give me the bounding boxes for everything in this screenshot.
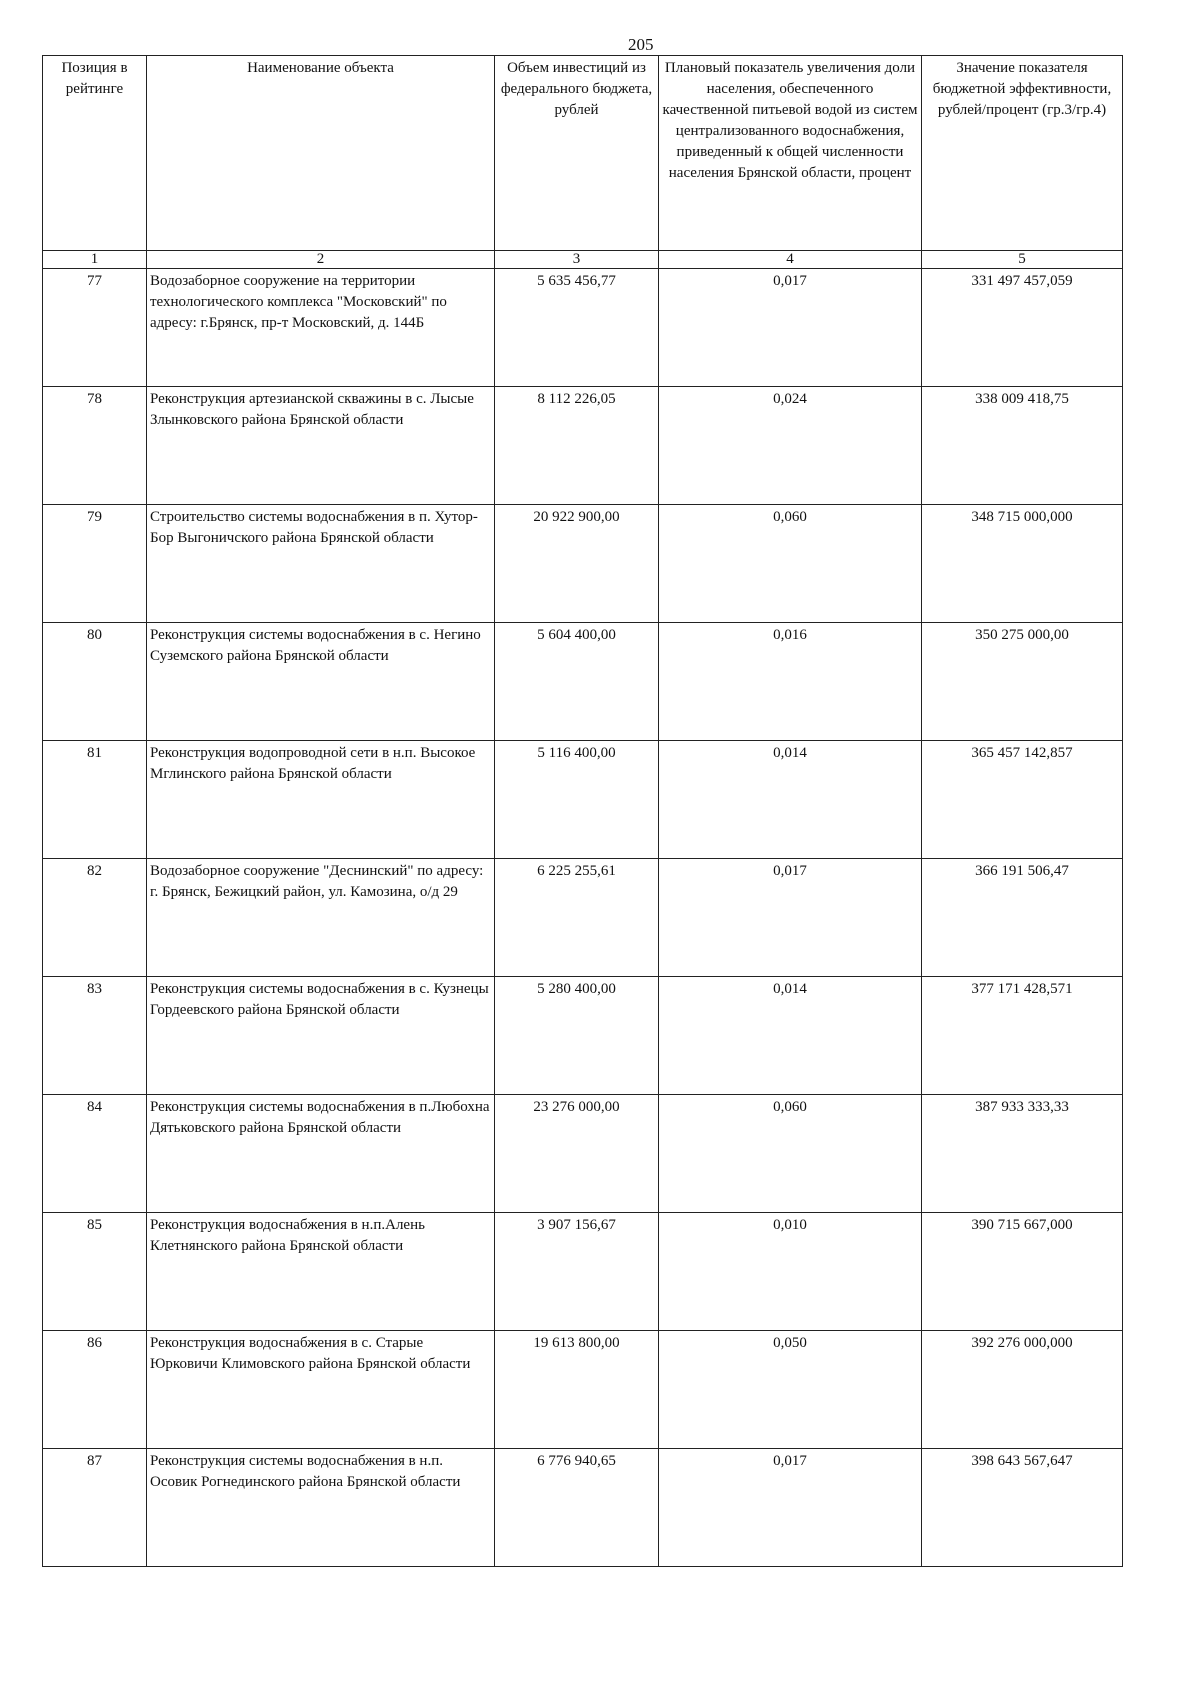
- row-object-name: Реконструкция водоснабжения в н.п.Алень Клетнянского района Брянской области: [147, 1213, 495, 1331]
- row-object-name: Реконструкция системы водоснабжения в с. Негино Суземского района Брянской области: [147, 623, 495, 741]
- column-number: 1: [43, 251, 147, 269]
- row-indicator: 0,050: [659, 1331, 922, 1449]
- table-row: [43, 1449, 1123, 1567]
- row-indicator: 0,014: [659, 741, 922, 859]
- row-indicator: 0,060: [659, 505, 922, 623]
- row-object-name: Реконструкция артезианской скважины в с. Лысые Злынковского района Брянской области: [147, 387, 495, 505]
- table-row: [43, 505, 1123, 623]
- table-row: [43, 1095, 1123, 1213]
- row-position: 81: [43, 741, 147, 859]
- row-investment: 5 604 400,00: [495, 623, 659, 741]
- row-efficiency: 398 643 567,647: [922, 1449, 1123, 1567]
- row-position: 83: [43, 977, 147, 1095]
- row-investment: 20 922 900,00: [495, 505, 659, 623]
- column-number: 2: [147, 251, 495, 269]
- row-object-name: Водозаборное сооружение на территории технологического комплекса "Московский" по адресу: г.Брянск, пр-т Московский, д. 144Б: [147, 269, 495, 387]
- row-object-name: Реконструкция водоснабжения в с. Старые Юрковичи Климовского района Брянской области: [147, 1331, 495, 1449]
- row-efficiency: 350 275 000,00: [922, 623, 1123, 741]
- row-efficiency: 365 457 142,857: [922, 741, 1123, 859]
- row-indicator: 0,014: [659, 977, 922, 1095]
- column-number: 5: [922, 251, 1123, 269]
- row-investment: 5 280 400,00: [495, 977, 659, 1095]
- table-row: [43, 387, 1123, 505]
- row-object-name: Реконструкция системы водоснабжения в н.п. Осовик Рогнединского района Брянской области: [147, 1449, 495, 1567]
- row-position: 78: [43, 387, 147, 505]
- row-indicator: 0,017: [659, 859, 922, 977]
- table-row: [43, 741, 1123, 859]
- column-number-row: [43, 251, 1123, 269]
- row-position: 87: [43, 1449, 147, 1567]
- row-position: 80: [43, 623, 147, 741]
- table-row: [43, 1331, 1123, 1449]
- row-efficiency: 331 497 457,059: [922, 269, 1123, 387]
- row-indicator: 0,060: [659, 1095, 922, 1213]
- row-object-name: Реконструкция водопроводной сети в н.п. Высокое Мглинского района Брянской области: [147, 741, 495, 859]
- row-indicator: 0,024: [659, 387, 922, 505]
- table-row: [43, 269, 1123, 387]
- header-investment-volume: Объем инвестиций из федерального бюджета, рублей: [495, 56, 659, 251]
- header-position: Позиция в рейтинге: [43, 56, 147, 251]
- row-object-name: Реконструкция системы водоснабжения в п.Любохна Дятьковского района Брянской области: [147, 1095, 495, 1213]
- row-investment: 6 776 940,65: [495, 1449, 659, 1567]
- row-efficiency: 390 715 667,000: [922, 1213, 1123, 1331]
- row-investment: 19 613 800,00: [495, 1331, 659, 1449]
- row-investment: 5 635 456,77: [495, 269, 659, 387]
- table-row: [43, 977, 1123, 1095]
- row-indicator: 0,016: [659, 623, 922, 741]
- row-position: 84: [43, 1095, 147, 1213]
- row-investment: 3 907 156,67: [495, 1213, 659, 1331]
- investment-rating-table: [42, 55, 1123, 1567]
- row-position: 79: [43, 505, 147, 623]
- row-object-name: Водозаборное сооружение "Деснинский" по адресу: г. Брянск, Бежицкий район, ул. Камозина, о/д 29: [147, 859, 495, 977]
- table-row: [43, 859, 1123, 977]
- row-position: 82: [43, 859, 147, 977]
- row-object-name: Строительство системы водоснабжения в п. Хутор-Бор Выгоничского района Брянской области: [147, 505, 495, 623]
- row-position: 77: [43, 269, 147, 387]
- row-investment: 6 225 255,61: [495, 859, 659, 977]
- row-indicator: 0,017: [659, 269, 922, 387]
- header-budget-efficiency: Значение показателя бюджетной эффективности, рублей/процент (гр.3/гр.4): [922, 56, 1123, 251]
- row-efficiency: 366 191 506,47: [922, 859, 1123, 977]
- header-object-name: Наименование объекта: [147, 56, 495, 251]
- row-object-name: Реконструкция системы водоснабжения в с. Кузнецы Гордеевского района Брянской области: [147, 977, 495, 1095]
- column-number: 4: [659, 251, 922, 269]
- row-efficiency: 387 933 333,33: [922, 1095, 1123, 1213]
- row-investment: 5 116 400,00: [495, 741, 659, 859]
- column-number: 3: [495, 251, 659, 269]
- row-position: 86: [43, 1331, 147, 1449]
- row-indicator: 0,010: [659, 1213, 922, 1331]
- row-efficiency: 392 276 000,000: [922, 1331, 1123, 1449]
- table-row: [43, 1213, 1123, 1331]
- row-efficiency: 338 009 418,75: [922, 387, 1123, 505]
- row-position: 85: [43, 1213, 147, 1331]
- row-indicator: 0,017: [659, 1449, 922, 1567]
- row-efficiency: 377 171 428,571: [922, 977, 1123, 1095]
- page-number: 205: [628, 35, 654, 54]
- table-row: [43, 623, 1123, 741]
- row-investment: 23 276 000,00: [495, 1095, 659, 1213]
- header-planned-indicator: Плановый показатель увеличения доли населения, обеспеченного качественной питьевой водой из систем централизованного водоснабжения, приведенный к общей численности населения Брянской области, процент: [659, 56, 922, 251]
- row-investment: 8 112 226,05: [495, 387, 659, 505]
- header-row: [43, 56, 1123, 251]
- row-efficiency: 348 715 000,000: [922, 505, 1123, 623]
